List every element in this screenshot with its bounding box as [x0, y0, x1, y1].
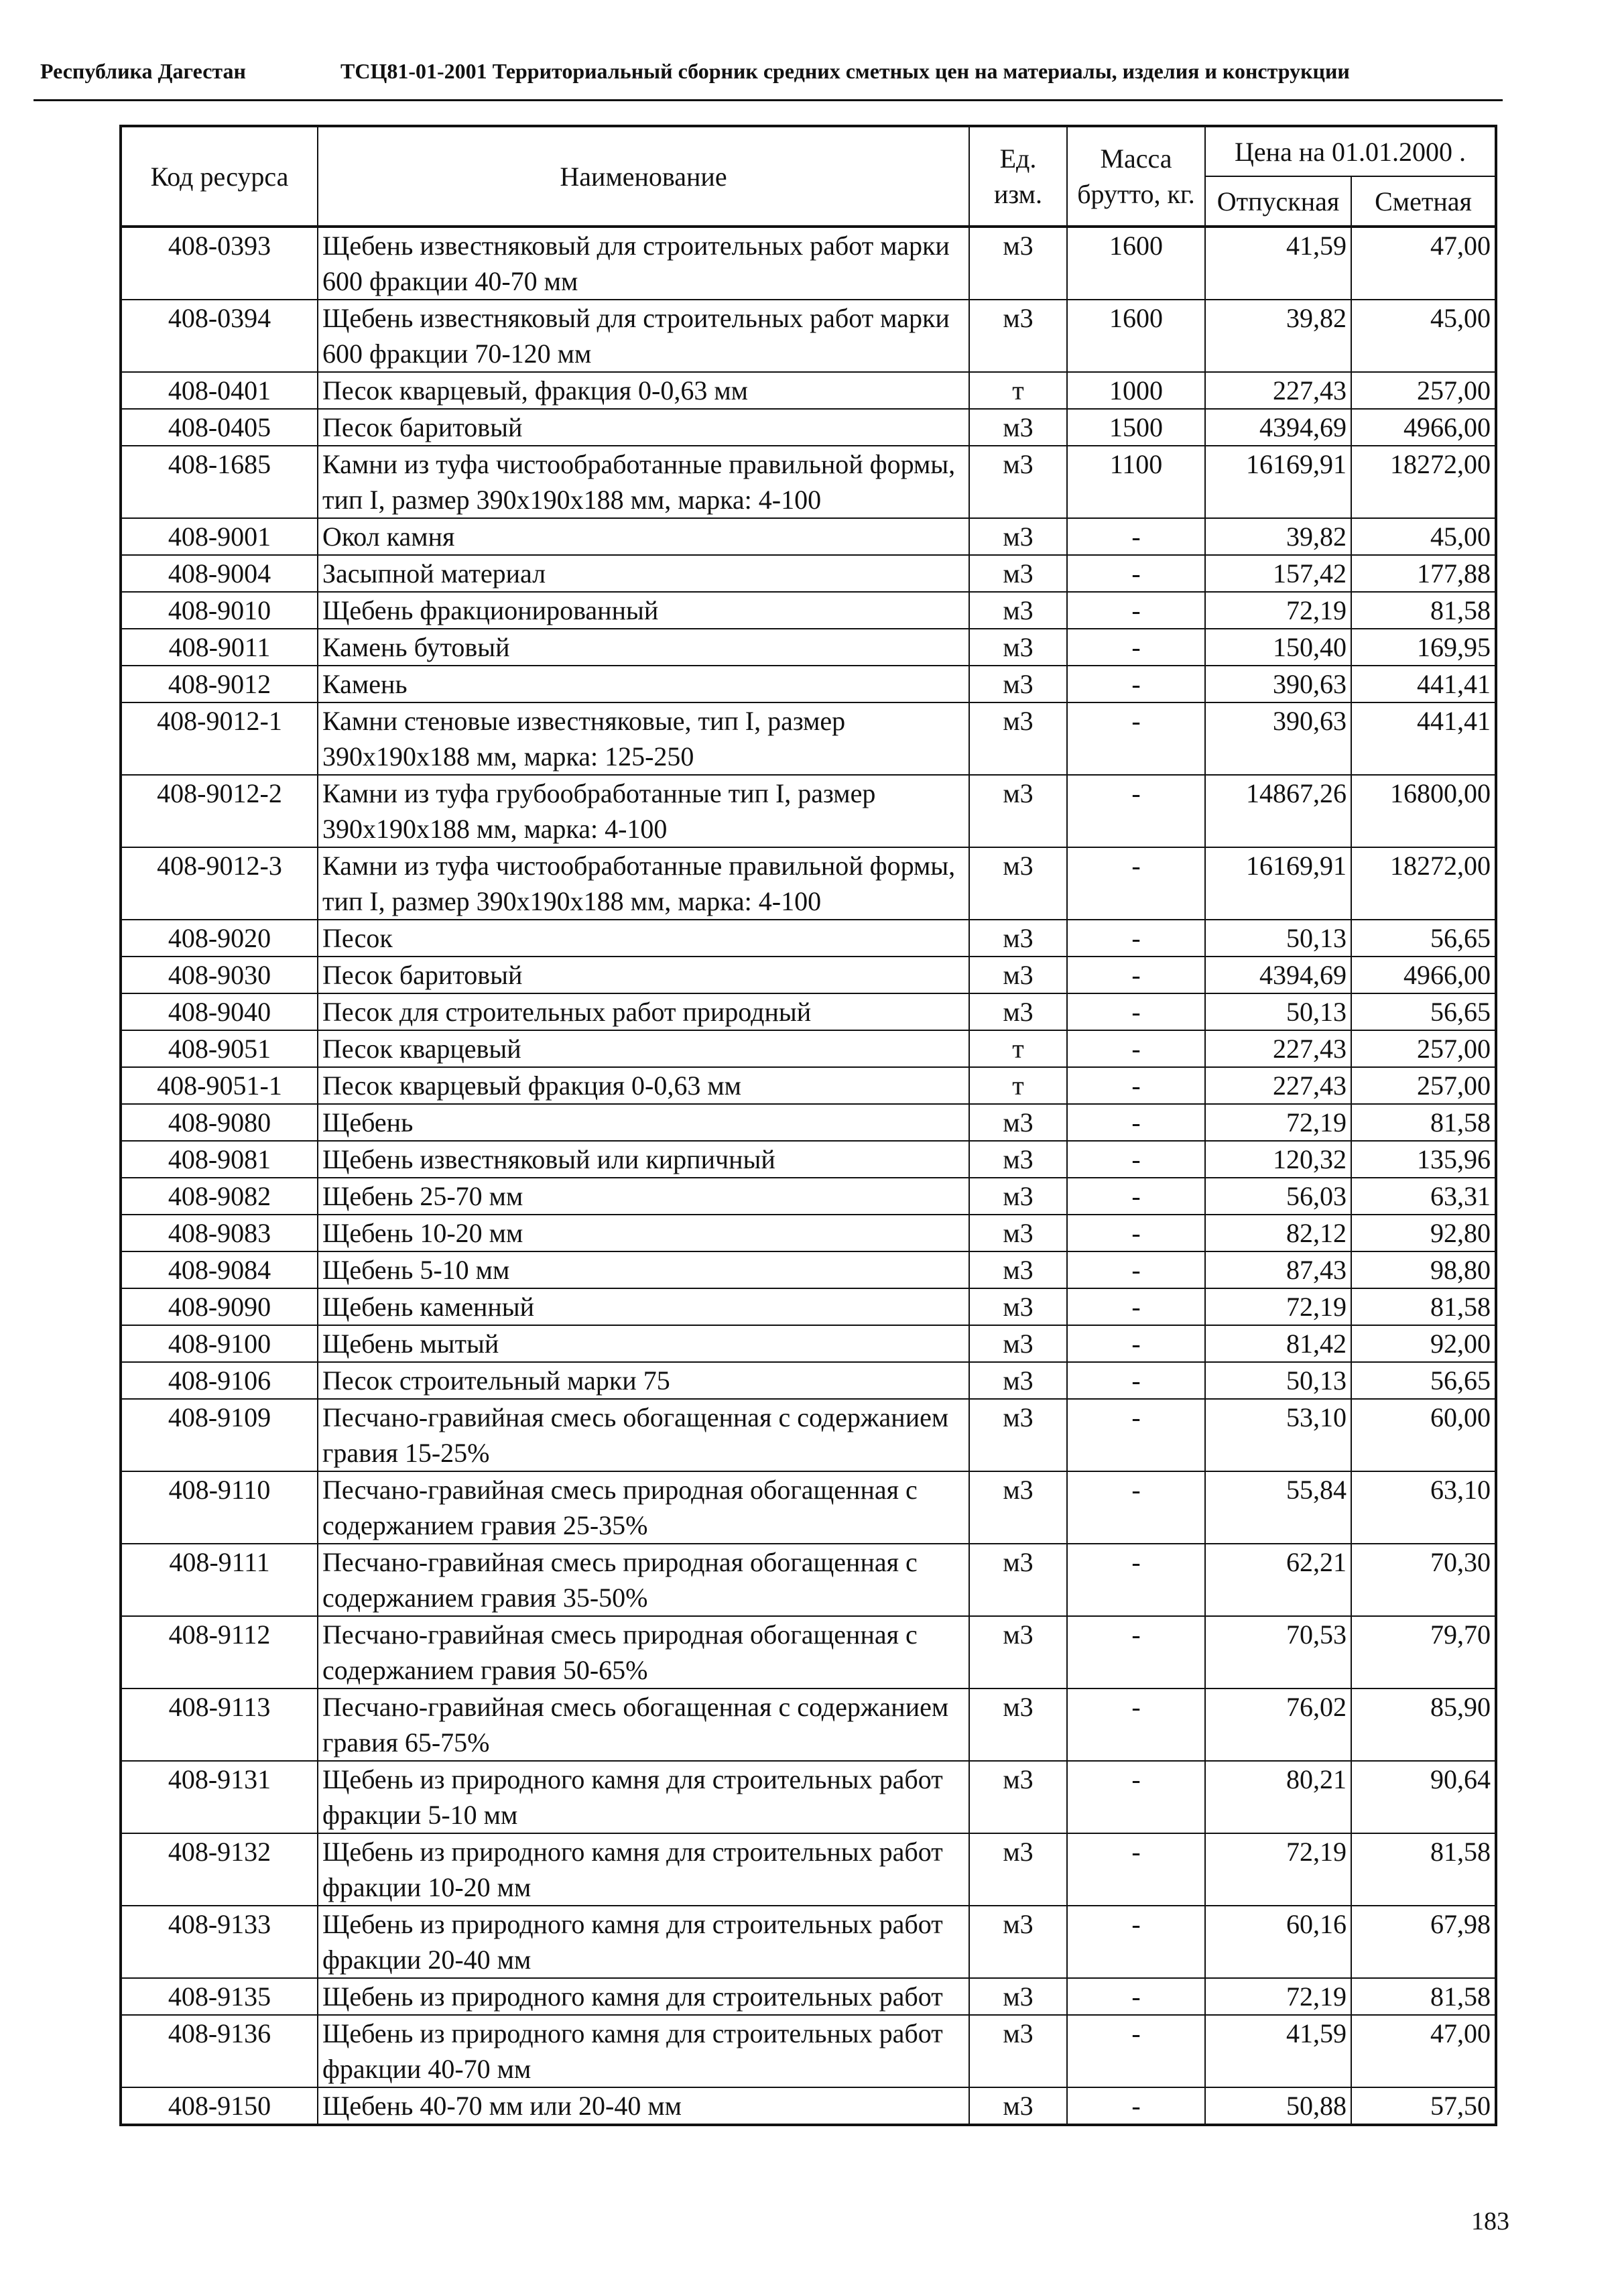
header-divider: [34, 99, 1503, 101]
row-estimate-price: 81,58: [1351, 1978, 1496, 2015]
row-name: Щебень из природного камня для строительных работ фракции 40-70 мм: [318, 2015, 969, 2087]
row-estimate-price: 257,00: [1351, 372, 1496, 409]
row-code: 408-9136: [121, 2015, 318, 2087]
header-name: Наименование: [318, 126, 969, 227]
row-estimate-price: 257,00: [1351, 1030, 1496, 1067]
table-row: [121, 1544, 1496, 1616]
row-mass: -: [1067, 993, 1205, 1030]
row-code: 408-9012-1: [121, 702, 318, 775]
header-unit: Ед. изм.: [969, 126, 1067, 227]
price-table: [119, 125, 1497, 2126]
row-estimate-price: 63,31: [1351, 1178, 1496, 1215]
row-unit: м3: [969, 1689, 1067, 1761]
table-row: [121, 2087, 1496, 2125]
row-name: Песок строительный марки 75: [318, 1362, 969, 1399]
row-mass: -: [1067, 1325, 1205, 1362]
header-estimate-price: Сметная: [1351, 176, 1496, 227]
row-mass: -: [1067, 1544, 1205, 1616]
row-code: 408-9131: [121, 1761, 318, 1833]
table-row: [121, 957, 1496, 993]
row-mass: -: [1067, 1215, 1205, 1251]
row-release-price: 50,13: [1205, 1362, 1351, 1399]
row-name: Песок кварцевый, фракция 0-0,63 мм: [318, 372, 969, 409]
row-estimate-price: 81,58: [1351, 1288, 1496, 1325]
table-row: [121, 1978, 1496, 2015]
row-mass: -: [1067, 920, 1205, 957]
row-unit: м3: [969, 993, 1067, 1030]
row-estimate-price: 18272,00: [1351, 847, 1496, 920]
row-name: Щебень известняковый для строительных работ марки 600 фракции 40-70 мм: [318, 227, 969, 300]
row-mass: -: [1067, 775, 1205, 847]
row-estimate-price: 92,80: [1351, 1215, 1496, 1251]
row-unit: м3: [969, 1978, 1067, 2015]
row-estimate-price: 441,41: [1351, 702, 1496, 775]
row-unit: м3: [969, 702, 1067, 775]
row-release-price: 72,19: [1205, 1833, 1351, 1906]
row-estimate-price: 70,30: [1351, 1544, 1496, 1616]
row-release-price: 150,40: [1205, 629, 1351, 666]
row-release-price: 80,21: [1205, 1761, 1351, 1833]
row-unit: м3: [969, 1761, 1067, 1833]
table-row: [121, 629, 1496, 666]
row-code: 408-9081: [121, 1141, 318, 1178]
table-body: [121, 227, 1496, 2125]
row-code: 408-0393: [121, 227, 318, 300]
table-row: [121, 1399, 1496, 1471]
row-mass: -: [1067, 1471, 1205, 1544]
row-release-price: 157,42: [1205, 555, 1351, 592]
row-mass: -: [1067, 1362, 1205, 1399]
row-name: Камни стеновые известняковые, тип I, размер 390х190х188 мм, марка: 125-250: [318, 702, 969, 775]
row-estimate-price: 98,80: [1351, 1251, 1496, 1288]
row-mass: -: [1067, 629, 1205, 666]
row-mass: -: [1067, 1978, 1205, 2015]
row-code: 408-9111: [121, 1544, 318, 1616]
row-mass: -: [1067, 1906, 1205, 1978]
row-mass: -: [1067, 592, 1205, 629]
row-name: Щебень из природного камня для строительных работ фракции 5-10 мм: [318, 1761, 969, 1833]
row-estimate-price: 79,70: [1351, 1616, 1496, 1689]
row-mass: -: [1067, 1104, 1205, 1141]
row-mass: -: [1067, 2087, 1205, 2125]
row-mass: -: [1067, 1689, 1205, 1761]
row-mass: 1600: [1067, 300, 1205, 372]
row-name: Песчано-гравийная смесь природная обогащенная с содержанием гравия 35-50%: [318, 1544, 969, 1616]
row-estimate-price: 81,58: [1351, 1104, 1496, 1141]
row-name: Щебень из природного камня для строительных работ: [318, 1978, 969, 2015]
row-mass: -: [1067, 1067, 1205, 1104]
row-estimate-price: 4966,00: [1351, 957, 1496, 993]
row-estimate-price: 45,00: [1351, 300, 1496, 372]
table-row: [121, 227, 1496, 300]
table-row: [121, 920, 1496, 957]
table-row: [121, 409, 1496, 446]
row-unit: м3: [969, 227, 1067, 300]
row-unit: м3: [969, 446, 1067, 518]
row-code: 408-9012-3: [121, 847, 318, 920]
row-mass: -: [1067, 702, 1205, 775]
row-name: Камни из туфа грубообработанные тип I, размер 390х190х188 мм, марка: 4-100: [318, 775, 969, 847]
row-name: Щебень 40-70 мм или 20-40 мм: [318, 2087, 969, 2125]
row-release-price: 14867,26: [1205, 775, 1351, 847]
row-code: 408-9051: [121, 1030, 318, 1067]
row-mass: -: [1067, 1288, 1205, 1325]
row-code: 408-9082: [121, 1178, 318, 1215]
row-release-price: 227,43: [1205, 1067, 1351, 1104]
row-release-price: 76,02: [1205, 1689, 1351, 1761]
row-unit: т: [969, 1067, 1067, 1104]
row-estimate-price: 60,00: [1351, 1399, 1496, 1471]
row-estimate-price: 85,90: [1351, 1689, 1496, 1761]
row-estimate-price: 4966,00: [1351, 409, 1496, 446]
row-mass: -: [1067, 1399, 1205, 1471]
row-name: Засыпной материал: [318, 555, 969, 592]
row-name: Щебень мытый: [318, 1325, 969, 1362]
row-name: Песок кварцевый: [318, 1030, 969, 1067]
row-release-price: 72,19: [1205, 1288, 1351, 1325]
row-code: 408-0401: [121, 372, 318, 409]
row-estimate-price: 177,88: [1351, 555, 1496, 592]
table-row: [121, 775, 1496, 847]
table-row: [121, 372, 1496, 409]
table-row: [121, 1761, 1496, 1833]
row-name: Камень бутовый: [318, 629, 969, 666]
row-unit: м3: [969, 555, 1067, 592]
row-release-price: 39,82: [1205, 300, 1351, 372]
row-estimate-price: 57,50: [1351, 2087, 1496, 2125]
row-unit: м3: [969, 920, 1067, 957]
row-release-price: 56,03: [1205, 1178, 1351, 1215]
table-row: [121, 1030, 1496, 1067]
row-code: 408-9106: [121, 1362, 318, 1399]
row-release-price: 16169,91: [1205, 847, 1351, 920]
row-release-price: 41,59: [1205, 2015, 1351, 2087]
row-release-price: 50,13: [1205, 920, 1351, 957]
table-row: [121, 993, 1496, 1030]
row-name: Щебень из природного камня для строительных работ фракции 10-20 мм: [318, 1833, 969, 1906]
row-estimate-price: 441,41: [1351, 666, 1496, 702]
row-name: Щебень фракционированный: [318, 592, 969, 629]
row-estimate-price: 47,00: [1351, 2015, 1496, 2087]
row-name: Щебень известняковый для строительных работ марки 600 фракции 70-120 мм: [318, 300, 969, 372]
table-row: [121, 1104, 1496, 1141]
row-release-price: 70,53: [1205, 1616, 1351, 1689]
row-unit: м3: [969, 2015, 1067, 2087]
row-mass: 1600: [1067, 227, 1205, 300]
row-estimate-price: 90,64: [1351, 1761, 1496, 1833]
row-name: Камень: [318, 666, 969, 702]
row-code: 408-9100: [121, 1325, 318, 1362]
row-estimate-price: 16800,00: [1351, 775, 1496, 847]
row-mass: -: [1067, 1178, 1205, 1215]
row-code: 408-9010: [121, 592, 318, 629]
row-estimate-price: 56,65: [1351, 920, 1496, 957]
row-code: 408-9012-2: [121, 775, 318, 847]
row-unit: м3: [969, 1471, 1067, 1544]
row-name: Песок баритовый: [318, 409, 969, 446]
row-unit: м3: [969, 957, 1067, 993]
row-estimate-price: 169,95: [1351, 629, 1496, 666]
row-release-price: 72,19: [1205, 592, 1351, 629]
row-name: Песчано-гравийная смесь обогащенная с содержанием гравия 65-75%: [318, 1689, 969, 1761]
row-unit: м3: [969, 1544, 1067, 1616]
row-mass: -: [1067, 555, 1205, 592]
row-release-price: 81,42: [1205, 1325, 1351, 1362]
row-estimate-price: 81,58: [1351, 1833, 1496, 1906]
row-mass: -: [1067, 957, 1205, 993]
header-mass: Масса брутто, кг.: [1067, 126, 1205, 227]
row-unit: м3: [969, 666, 1067, 702]
table-row: [121, 666, 1496, 702]
table-row: [121, 2015, 1496, 2087]
table-header-row: [121, 126, 1496, 176]
table-row: [121, 300, 1496, 372]
row-release-price: 53,10: [1205, 1399, 1351, 1471]
row-code: 408-9090: [121, 1288, 318, 1325]
table-row: [121, 847, 1496, 920]
row-code: 408-9080: [121, 1104, 318, 1141]
row-unit: м3: [969, 300, 1067, 372]
row-code: 408-9001: [121, 518, 318, 555]
table-row: [121, 1833, 1496, 1906]
row-estimate-price: 18272,00: [1351, 446, 1496, 518]
row-mass: -: [1067, 666, 1205, 702]
row-unit: м3: [969, 1325, 1067, 1362]
row-code: 408-0405: [121, 409, 318, 446]
row-name: Щебень из природного камня для строительных работ фракции 20-40 мм: [318, 1906, 969, 1978]
table-row: [121, 1471, 1496, 1544]
row-estimate-price: 135,96: [1351, 1141, 1496, 1178]
table-row: [121, 1325, 1496, 1362]
row-unit: м3: [969, 1616, 1067, 1689]
header-release-price: Отпускная: [1205, 176, 1351, 227]
row-name: Щебень известняковый или кирпичный: [318, 1141, 969, 1178]
row-name: Песчано-гравийная смесь природная обогащенная с содержанием гравия 50-65%: [318, 1616, 969, 1689]
row-mass: 1100: [1067, 446, 1205, 518]
row-code: 408-9084: [121, 1251, 318, 1288]
row-unit: м3: [969, 1399, 1067, 1471]
row-unit: м3: [969, 592, 1067, 629]
row-name: Окол камня: [318, 518, 969, 555]
row-name: Щебень 5-10 мм: [318, 1251, 969, 1288]
row-mass: -: [1067, 1251, 1205, 1288]
row-unit: м3: [969, 629, 1067, 666]
row-mass: -: [1067, 518, 1205, 555]
row-code: 408-0394: [121, 300, 318, 372]
table-row: [121, 1689, 1496, 1761]
row-name: Песок кварцевый фракция 0-0,63 мм: [318, 1067, 969, 1104]
row-mass: -: [1067, 1761, 1205, 1833]
table-row: [121, 1288, 1496, 1325]
row-name: Песчано-гравийная смесь природная обогащенная с содержанием гравия 25-35%: [318, 1471, 969, 1544]
row-code: 408-9011: [121, 629, 318, 666]
row-release-price: 55,84: [1205, 1471, 1351, 1544]
row-mass: -: [1067, 2015, 1205, 2087]
row-name: Песок баритовый: [318, 957, 969, 993]
row-code: 408-9135: [121, 1978, 318, 2015]
table-row: [121, 1362, 1496, 1399]
row-mass: -: [1067, 1833, 1205, 1906]
row-release-price: 87,43: [1205, 1251, 1351, 1288]
row-name: Щебень: [318, 1104, 969, 1141]
row-unit: м3: [969, 1104, 1067, 1141]
row-release-price: 227,43: [1205, 372, 1351, 409]
page-number: 183: [1471, 2207, 1509, 2235]
row-release-price: 72,19: [1205, 1104, 1351, 1141]
row-code: 408-9150: [121, 2087, 318, 2125]
collection-title: ТСЦ81-01-2001 Территориальный сборник средних сметных цен на материалы, изделия и конструкции: [340, 59, 1350, 83]
row-release-price: 50,88: [1205, 2087, 1351, 2125]
row-unit: м3: [969, 1833, 1067, 1906]
row-release-price: 82,12: [1205, 1215, 1351, 1251]
row-code: 408-9004: [121, 555, 318, 592]
row-name: Песок для строительных работ природный: [318, 993, 969, 1030]
region-label: Республика Дагестан: [40, 59, 246, 83]
row-estimate-price: 67,98: [1351, 1906, 1496, 1978]
row-code: 408-1685: [121, 446, 318, 518]
row-estimate-price: 45,00: [1351, 518, 1496, 555]
row-code: 408-9040: [121, 993, 318, 1030]
row-mass: -: [1067, 1616, 1205, 1689]
row-release-price: 4394,69: [1205, 409, 1351, 446]
table-row: [121, 1067, 1496, 1104]
row-release-price: 4394,69: [1205, 957, 1351, 993]
row-release-price: 62,21: [1205, 1544, 1351, 1616]
row-unit: м3: [969, 1288, 1067, 1325]
row-name: Песок: [318, 920, 969, 957]
row-estimate-price: 257,00: [1351, 1067, 1496, 1104]
row-unit: м3: [969, 409, 1067, 446]
row-unit: м3: [969, 1215, 1067, 1251]
row-mass: 1000: [1067, 372, 1205, 409]
row-estimate-price: 47,00: [1351, 227, 1496, 300]
page-header: [40, 59, 1515, 97]
row-unit: м3: [969, 1141, 1067, 1178]
row-release-price: 41,59: [1205, 227, 1351, 300]
row-release-price: 50,13: [1205, 993, 1351, 1030]
table-row: [121, 555, 1496, 592]
row-unit: м3: [969, 1251, 1067, 1288]
row-name: Камни из туфа чистообработанные правильной формы, тип I, размер 390х190х188 мм, марка: 4-100: [318, 847, 969, 920]
row-code: 408-9051-1: [121, 1067, 318, 1104]
header-price-group: Цена на 01.01.2000 .: [1205, 126, 1496, 176]
row-code: 408-9083: [121, 1215, 318, 1251]
row-unit: м3: [969, 1906, 1067, 1978]
row-name: Камни из туфа чистообработанные правильной формы, тип I, размер 390х190х188 мм, марка: 4-100: [318, 446, 969, 518]
row-release-price: 39,82: [1205, 518, 1351, 555]
row-code: 408-9110: [121, 1471, 318, 1544]
table-row: [121, 702, 1496, 775]
row-unit: м3: [969, 1362, 1067, 1399]
table-row: [121, 1251, 1496, 1288]
row-release-price: 390,63: [1205, 702, 1351, 775]
row-code: 408-9133: [121, 1906, 318, 1978]
header-code: Код ресурса: [121, 126, 318, 227]
row-unit: м3: [969, 1178, 1067, 1215]
table-row: [121, 592, 1496, 629]
row-mass: -: [1067, 1141, 1205, 1178]
row-unit: м3: [969, 518, 1067, 555]
row-mass: -: [1067, 847, 1205, 920]
row-name: Щебень каменный: [318, 1288, 969, 1325]
table-row: [121, 1141, 1496, 1178]
row-code: 408-9030: [121, 957, 318, 993]
row-unit: м3: [969, 847, 1067, 920]
row-estimate-price: 56,65: [1351, 993, 1496, 1030]
row-code: 408-9112: [121, 1616, 318, 1689]
row-estimate-price: 63,10: [1351, 1471, 1496, 1544]
row-name: Щебень 25-70 мм: [318, 1178, 969, 1215]
row-code: 408-9109: [121, 1399, 318, 1471]
row-code: 408-9020: [121, 920, 318, 957]
row-estimate-price: 56,65: [1351, 1362, 1496, 1399]
row-release-price: 390,63: [1205, 666, 1351, 702]
row-name: Щебень 10-20 мм: [318, 1215, 969, 1251]
table-row: [121, 1178, 1496, 1215]
row-name: Песчано-гравийная смесь обогащенная с содержанием гравия 15-25%: [318, 1399, 969, 1471]
table-row: [121, 1616, 1496, 1689]
row-unit: м3: [969, 775, 1067, 847]
row-mass: 1500: [1067, 409, 1205, 446]
row-release-price: 120,32: [1205, 1141, 1351, 1178]
row-code: 408-9012: [121, 666, 318, 702]
row-estimate-price: 92,00: [1351, 1325, 1496, 1362]
row-release-price: 60,16: [1205, 1906, 1351, 1978]
table-row: [121, 518, 1496, 555]
row-release-price: 72,19: [1205, 1978, 1351, 2015]
row-code: 408-9132: [121, 1833, 318, 1906]
row-unit: т: [969, 1030, 1067, 1067]
row-estimate-price: 81,58: [1351, 592, 1496, 629]
table-row: [121, 446, 1496, 518]
row-unit: т: [969, 372, 1067, 409]
row-code: 408-9113: [121, 1689, 318, 1761]
table-row: [121, 1215, 1496, 1251]
row-mass: -: [1067, 1030, 1205, 1067]
row-unit: м3: [969, 2087, 1067, 2125]
row-release-price: 227,43: [1205, 1030, 1351, 1067]
row-release-price: 16169,91: [1205, 446, 1351, 518]
table-row: [121, 1906, 1496, 1978]
